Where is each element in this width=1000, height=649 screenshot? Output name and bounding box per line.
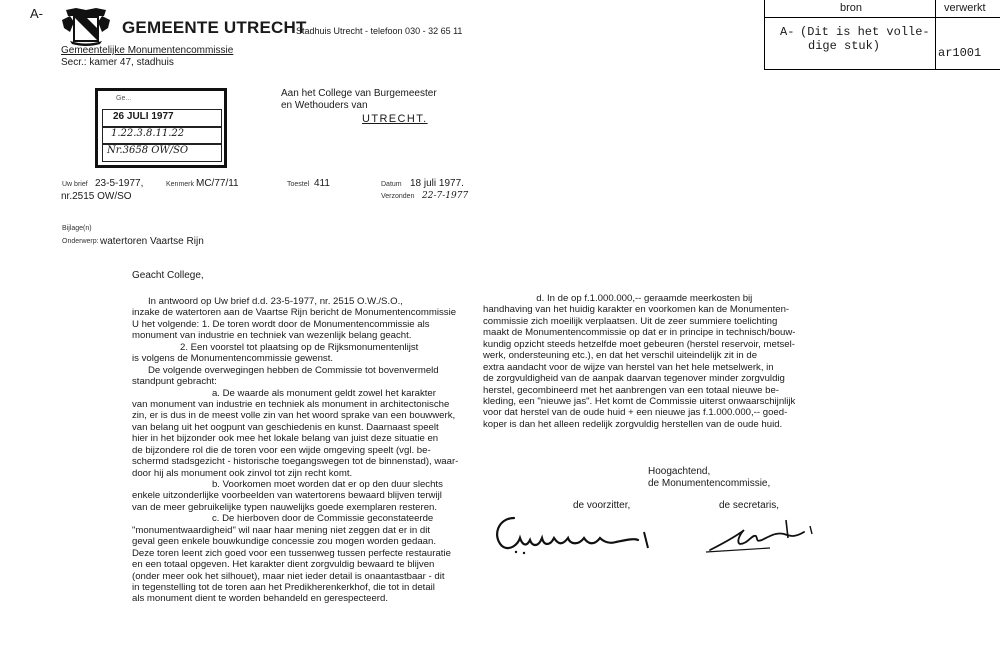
- stamp-date: 26 JULI 1977: [113, 111, 174, 122]
- salutation: Geacht College,: [132, 270, 204, 281]
- body-line: van monument van industrie en techniek als monument in architectonische: [132, 398, 450, 410]
- onderwerp-value: watertoren Vaartse Rijn: [100, 236, 204, 247]
- onderwerp-label: Onderwerp:: [62, 238, 99, 245]
- body-line: b. Voorkomen moet worden dat er op den duur slechts: [132, 479, 443, 490]
- archive-header-verwerkt: verwerkt: [944, 2, 986, 14]
- body-line: 2. Een voorstel tot plaatsing op de Rijksmonumentenlijst: [132, 341, 419, 353]
- body-line: en een totaal opgeven. Het karakter dient zorgvuldig bewaard te blijven: [132, 559, 435, 571]
- body-line: is volgens de Monumentencommissie gewenst.: [132, 353, 334, 365]
- body-line: de bijzondere rol die de toren voor een wijde omgeving speelt (vgl. be-: [132, 444, 431, 456]
- body-line: schermd stadsgezicht - historische toegangswegen tot de binnenstad), waar-: [132, 456, 459, 468]
- body-line: herstel, gecombineerd met het aanbrengen van een totaal nieuwe be-: [483, 384, 780, 396]
- body-line: kleding, een "nieuwe jas". Het komt de Commissie uiterst onwaarschijnlijk: [483, 395, 796, 407]
- body-line: hier in het bijzonder ook mee het lokale belang van juist deze situatie en: [132, 433, 439, 445]
- body-line: standpunt gebracht:: [132, 376, 217, 388]
- kenmerk-label: Kenmerk: [166, 181, 195, 188]
- body-line: enkele uitzonderlijke voorbeelden van watertorens bewaard blijven terwijl: [132, 490, 442, 502]
- closing-greeting: Hoogachtend,: [648, 466, 711, 477]
- archive-code: ar1001: [938, 46, 982, 60]
- secretary-signature: [700, 512, 830, 556]
- archive-note-line2: dige stuk): [808, 39, 881, 53]
- body-line: handhaving van het huidig karakter en voorkomen kan de Monumenten-: [483, 304, 790, 316]
- stamp-number: 1.22.3.8.11.22: [111, 128, 185, 139]
- toestel-value: 411: [314, 178, 330, 189]
- body-line: als monument dient te worden behandeld en gerespecteerd.: [132, 593, 389, 605]
- uw-brief-date: 23-5-1977,: [95, 178, 144, 189]
- verzonden-label: Verzonden: [381, 193, 415, 200]
- datum-label: Datum: [381, 181, 402, 188]
- body-line: d. In de op f.1.000.000,-- geraamde meerkosten bij: [483, 293, 753, 304]
- secretary-label: de secretaris,: [719, 500, 780, 511]
- addressee-city: UTRECHT.: [362, 113, 428, 125]
- body-line: De volgende overwegingen hebben de Commissie tot bovenvermeld: [132, 364, 439, 376]
- received-stamp: [95, 88, 227, 168]
- body-line: maakt de Monumentencommissie op dat er in principe in technisch/bouw-: [483, 327, 796, 339]
- chair-label: de voorzitter,: [573, 500, 631, 511]
- body-line: geval geen enkele bouwkundige concessie zou mogen worden gedaan.: [132, 536, 437, 548]
- body-line: (onder meer ook het silhouet), maar niet ieder detail is onaantastbaar - dit: [132, 570, 445, 582]
- body-line: inzake de watertoren aan de Vaartse Rijn bericht de Monumentencommissie: [132, 307, 457, 319]
- body-line: monument van industrie en techniek van wezenlijk belang geacht.: [132, 330, 412, 342]
- addressee-line1: Aan het College van Burgemeester: [281, 88, 437, 99]
- body-line: "monumentwaardigheid" wil naar haar mening niet zeggen dat er in dit: [132, 524, 430, 536]
- body-line: voor dat herstel van de oude huid + een nieuwe jas f.1.000.000,-- goed-: [483, 407, 788, 419]
- body-line: door hij als monument ook zinvol tot zijn recht komt.: [132, 467, 353, 479]
- archive-header-bron: bron: [840, 2, 863, 14]
- body-line: c. De hierboven door de Commissie geconstateerde: [132, 513, 434, 525]
- kenmerk-value: MC/77/11: [196, 178, 239, 189]
- uw-brief-label: Uw brief: [62, 181, 88, 188]
- body-line: de zorgvuldigheid van de aanpak daarvan tegenover minder zorgvuldig: [483, 373, 785, 385]
- archive-note-line1: (Dit is het volle-: [800, 25, 930, 39]
- secretariat-address: Secr.: kamer 47, stadhuis: [61, 57, 174, 68]
- municipality-address: Stadhuis Utrecht - telefoon 030 - 32 65 11: [296, 26, 463, 36]
- letter-body-left: [132, 296, 458, 605]
- datum-value: 18 juli 1977.: [410, 178, 464, 189]
- bijlagen-label: Bijlage(n): [62, 225, 92, 232]
- body-line: kundig opzicht steeds hetzelfde moet gebeuren (herstel reservoir, metsel-: [483, 338, 795, 350]
- body-line: commissie zich moeilijk verplaatsen. Uit de zeer summiere toelichting: [483, 315, 778, 327]
- closing-signatory: de Monumentencommissie,: [648, 478, 771, 489]
- body-line: a. De waarde als monument geldt zowel het karakter: [132, 387, 436, 399]
- body-line: In antwoord op Uw brief d.d. 23-5-1977, nr. 2515 O.W./S.O.,: [132, 296, 403, 307]
- body-line: Deze toren leent zich goed voor een tussenweg tussen perfecte restauratie: [132, 547, 451, 559]
- body-line: koper is dan het alleen redelijk zorgvuldig herstellen van de oude huid.: [483, 418, 783, 430]
- stamp-header: Ge...: [116, 95, 132, 102]
- body-line: in tegenstelling tot de toren aan het Predikherenkerkhof, die tot in detail: [132, 581, 435, 593]
- addressee-line2: en Wethouders van: [281, 100, 368, 111]
- verzonden-value: 22-7-1977: [422, 191, 469, 201]
- stamp-registration: Nr.3658 OW/SO: [107, 145, 189, 156]
- margin-mark: A-: [30, 6, 43, 21]
- body-line: van belang uit het oogpunt van geschiedenis en kunst. Daarnaast speelt: [132, 421, 439, 433]
- archive-mark: A-: [780, 25, 795, 39]
- municipality-name: GEMEENTE UTRECHT: [122, 18, 307, 37]
- body-line: extra aandacht voor de wijze van herstel van het hele metselwerk, in: [483, 361, 774, 373]
- uw-brief-number: nr.2515 OW/SO: [61, 191, 132, 202]
- body-line: van de meer gebruikelijke typen nauwelijks goede exemplaren resteren.: [132, 501, 438, 513]
- commission-name: Gemeentelijke Monumentencommissie: [61, 45, 234, 56]
- body-line: zin, er is dus in de meest volle zin van het woord sprake van een bouwwerk,: [132, 410, 456, 422]
- letter-body-right: [483, 293, 796, 430]
- body-line: U het volgende: 1. De toren wordt door de Monumentencommissie als: [132, 318, 430, 330]
- coat-of-arms-logo: [60, 8, 112, 46]
- chair-signature: [488, 508, 668, 558]
- body-line: werk, ondersteuning etc.), en dat het verschil uiteindelijk zit in de: [483, 350, 758, 362]
- toestel-label: Toestel: [287, 181, 310, 188]
